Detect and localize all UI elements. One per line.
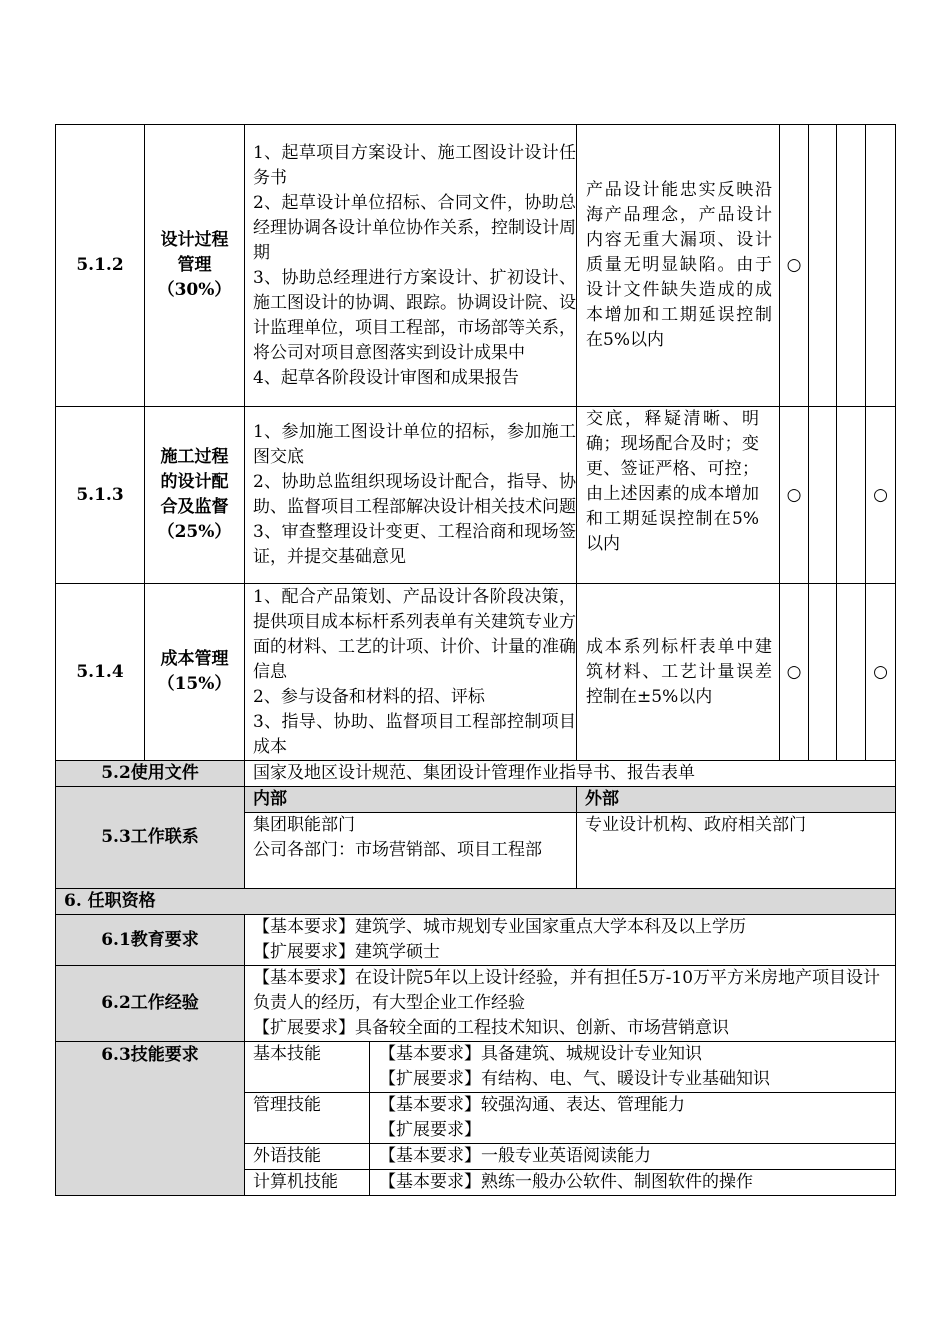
duty-weight: （25%） xyxy=(157,522,232,542)
duty-standard: 产品设计能忠实反映沿海产品理念，产品设计内容无重大漏项、设计质量无明显缺陷。由于设计文件缺失造成的成本增加和工期延误控制在5%以内 xyxy=(577,125,780,407)
skill-requirements xyxy=(370,1144,896,1170)
skill-requirements xyxy=(370,1170,896,1196)
duty-item: 1、起草项目方案设计、施工图设计设计任务书 xyxy=(253,142,577,188)
requirement-line: 【扩展要求】 xyxy=(379,1120,481,1140)
duty-title-line: 合及监督 xyxy=(160,497,229,517)
mark-cell xyxy=(837,407,866,584)
requirement-line: 【基本要求】在设计院5年以上设计经验，并有担任5万-10万平方米房地产项目设计负责人的经历，有大型企业工作经验 xyxy=(253,968,881,1013)
mark-cell: ○ xyxy=(866,407,896,584)
duty-title-line: 设计过程 xyxy=(160,230,229,250)
mark-cell xyxy=(809,125,837,407)
requirement-line: 【基本要求】一般专业英语阅读能力 xyxy=(379,1146,651,1166)
mark-cell xyxy=(866,125,896,407)
duty-title-line: 的设计配 xyxy=(160,472,229,492)
duty-number: 5.1.3 xyxy=(56,407,145,584)
mark-cell xyxy=(837,584,866,761)
duty-item: 3、指导、协助、监督项目工程部控制项目成本 xyxy=(253,711,577,757)
duty-item: 2、参与设备和材料的招、评标 xyxy=(253,686,485,707)
duty-item: 1、参加施工图设计单位的招标，参加施工图交底 xyxy=(253,422,577,467)
internal-header: 内部 xyxy=(245,787,577,813)
education-value xyxy=(245,915,896,966)
requirement-line: 【扩展要求】具备较全面的工程技术知识、创新、市场营销意识 xyxy=(253,1018,729,1038)
skill-requirements xyxy=(370,1093,896,1144)
duty-row-512 xyxy=(56,125,896,407)
contacts-label: 5.3工作联系 xyxy=(56,787,245,889)
duty-description xyxy=(245,407,577,584)
mark-cell xyxy=(837,125,866,407)
duty-standard: 交底，释疑清晰、明确；现场配合及时；变更、签证严格、可控；由上述因素的成本增加和工期延误控制在5%以内 xyxy=(577,407,780,584)
skill-name: 管理技能 xyxy=(245,1093,370,1144)
mark-cell: ○ xyxy=(866,584,896,761)
documents-value: 国家及地区设计规范、集团设计管理作业指导书、报告表单 xyxy=(245,761,896,787)
duty-title xyxy=(145,584,245,761)
skill-name: 计算机技能 xyxy=(245,1170,370,1196)
duty-weight: （30%） xyxy=(157,280,232,300)
duty-table xyxy=(55,124,896,1196)
requirement-line: 【基本要求】建筑学、城市规划专业国家重点大学本科及以上学历 xyxy=(253,917,746,937)
requirement-line: 【扩展要求】建筑学硕士 xyxy=(253,942,440,962)
contacts-header-row xyxy=(56,787,896,813)
education-label: 6.1教育要求 xyxy=(56,915,245,966)
documents-label: 5.2使用文件 xyxy=(56,761,245,787)
mark-cell xyxy=(809,584,837,761)
mark-cell: ○ xyxy=(780,125,809,407)
duty-row-513 xyxy=(56,407,896,584)
requirement-line: 【基本要求】较强沟通、表达、管理能力 xyxy=(379,1095,685,1115)
education-row xyxy=(56,915,896,966)
duty-title-line: 管理 xyxy=(177,255,212,275)
duty-item: 3、审查整理设计变更、工程洽商和现场签证，并提交基础意见 xyxy=(253,522,577,567)
qualifications-heading-row xyxy=(56,889,896,915)
duty-title-line: 成本管理 xyxy=(160,649,229,669)
skill-row xyxy=(56,1042,896,1093)
documents-row xyxy=(56,761,896,787)
internal-contacts xyxy=(245,813,577,889)
external-header: 外部 xyxy=(577,787,896,813)
duty-item: 4、起草各阶段设计审图和成果报告 xyxy=(253,367,519,388)
internal-contact-line: 公司各部门：市场营销部、项目工程部 xyxy=(253,840,542,860)
skill-name: 外语技能 xyxy=(245,1144,370,1170)
experience-value xyxy=(245,966,896,1042)
duty-description xyxy=(245,125,577,407)
duty-weight: （15%） xyxy=(157,674,232,694)
skills-label: 6.3技能要求 xyxy=(56,1042,245,1196)
mark-cell: ○ xyxy=(780,584,809,761)
requirement-line: 【基本要求】熟练一般办公软件、制图软件的操作 xyxy=(379,1172,753,1192)
qualifications-heading: 6. 任职资格 xyxy=(56,889,896,915)
duty-number: 5.1.4 xyxy=(56,584,145,761)
duty-item: 3、协助总经理进行方案设计、扩初设计、施工图设计的协调、跟踪。协调设计院、设计监理单位，项目工程部，市场部等关系，将公司对项目意图落实到设计成果中 xyxy=(253,267,577,363)
duty-title xyxy=(145,407,245,584)
duty-number: 5.1.2 xyxy=(56,125,145,407)
duty-item: 2、协助总监组织现场设计配合，指导、协助、监督项目工程部解决设计相关技术问题 xyxy=(253,472,577,517)
duty-title-line: 施工过程 xyxy=(160,447,229,467)
duty-title xyxy=(145,125,245,407)
duty-standard: 成本系列标杆表单中建筑材料、工艺计量误差控制在±5%以内 xyxy=(577,584,780,761)
skill-name: 基本技能 xyxy=(245,1042,370,1093)
mark-cell xyxy=(809,407,837,584)
requirement-line: 【扩展要求】有结构、电、气、暖设计专业基础知识 xyxy=(379,1069,770,1089)
external-contacts: 专业设计机构、政府相关部门 xyxy=(577,813,896,889)
skill-requirements xyxy=(370,1042,896,1093)
experience-row xyxy=(56,966,896,1042)
duty-item: 1、配合产品策划、产品设计各阶段决策，提供项目成本标杆系列表单有关建筑专业方面的材料、工艺的计项、计价、计量的准确信息 xyxy=(253,586,577,682)
duty-item: 2、起草设计单位招标、合同文件，协助总经理协调各设计单位协作关系，控制设计周期 xyxy=(253,192,577,263)
internal-contact-line: 集团职能部门 xyxy=(253,815,355,835)
duty-description xyxy=(245,584,577,761)
mark-cell: ○ xyxy=(780,407,809,584)
duty-row-514 xyxy=(56,584,896,761)
experience-label: 6.2工作经验 xyxy=(56,966,245,1042)
requirement-line: 【基本要求】具备建筑、城规设计专业知识 xyxy=(379,1044,702,1064)
